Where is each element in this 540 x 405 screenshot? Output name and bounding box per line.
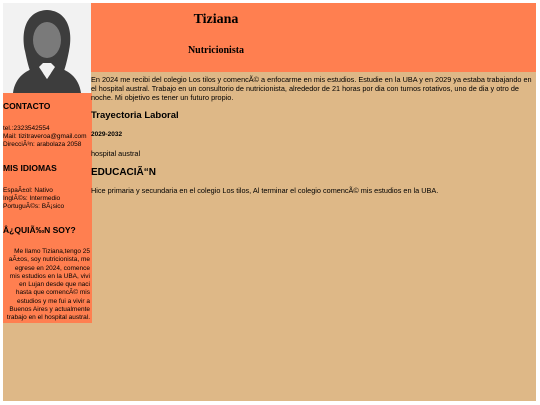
language-item: EspaÃ±ol: Nativo: [3, 187, 53, 194]
intro-paragraph: En 2024 me recibi del colegio Los tilos y comencÃ© a enfocarme en mis estudios. Estudie en la UBA y en 2029 ya estaba trabajando en el hospital austral. Trabajo en un consultorio de nutricionista, alrededor de 21 horas por dia con turnos rotativos, uno de dia y otro de noche. Mi objetivo es tener un futuro propio.: [91, 75, 532, 102]
person-title: Nutricionista: [187, 45, 245, 56]
education-heading: EDUCACIÃ“N: [91, 167, 156, 178]
career-heading: Trayectoria Laboral: [91, 110, 179, 121]
profile-photo: [3, 3, 91, 93]
contact-mail: Mail: tizitraveroa@gmail.com: [3, 133, 87, 140]
person-name: Tiziana: [193, 12, 239, 27]
language-item: PortuguÃ©s: BÃ¡sico: [3, 203, 65, 210]
cv-page: [3, 3, 536, 401]
career-place: hospital austral: [91, 149, 141, 158]
education-text: Hice primaria y secundaria en el colegio Los tilos, Al terminar el colegio comencÃ© mis estudios en la UBA.: [91, 186, 439, 195]
languages-heading: MIS IDIOMAS: [3, 163, 57, 173]
language-item: InglÃ©s: Intermedio: [3, 195, 61, 202]
avatar-icon: [3, 3, 91, 93]
header-banner: [91, 3, 536, 72]
about-heading: Â¿QUIÃ‰N SOY?: [3, 225, 76, 235]
contact-address: DirecciÃ³n: arabolaza 2058: [3, 141, 82, 148]
contact-heading: CONTACTO: [3, 101, 51, 111]
career-years: 2029-2032: [91, 131, 123, 138]
about-text: Me llamo Tiziana,tengo 25 aÃ±os, soy nutricionista, me egrese en 2024, comence mis estudios en la UBA, vivi en Lujan desde que naci hasta que comencÃ© mis estudios y me fui a vivir a Buenos Aires y actualmente trabajo en el hospital austral.: [6, 248, 90, 322]
contact-phone: tel.:2323542554: [3, 125, 50, 132]
sidebar: [3, 93, 92, 323]
